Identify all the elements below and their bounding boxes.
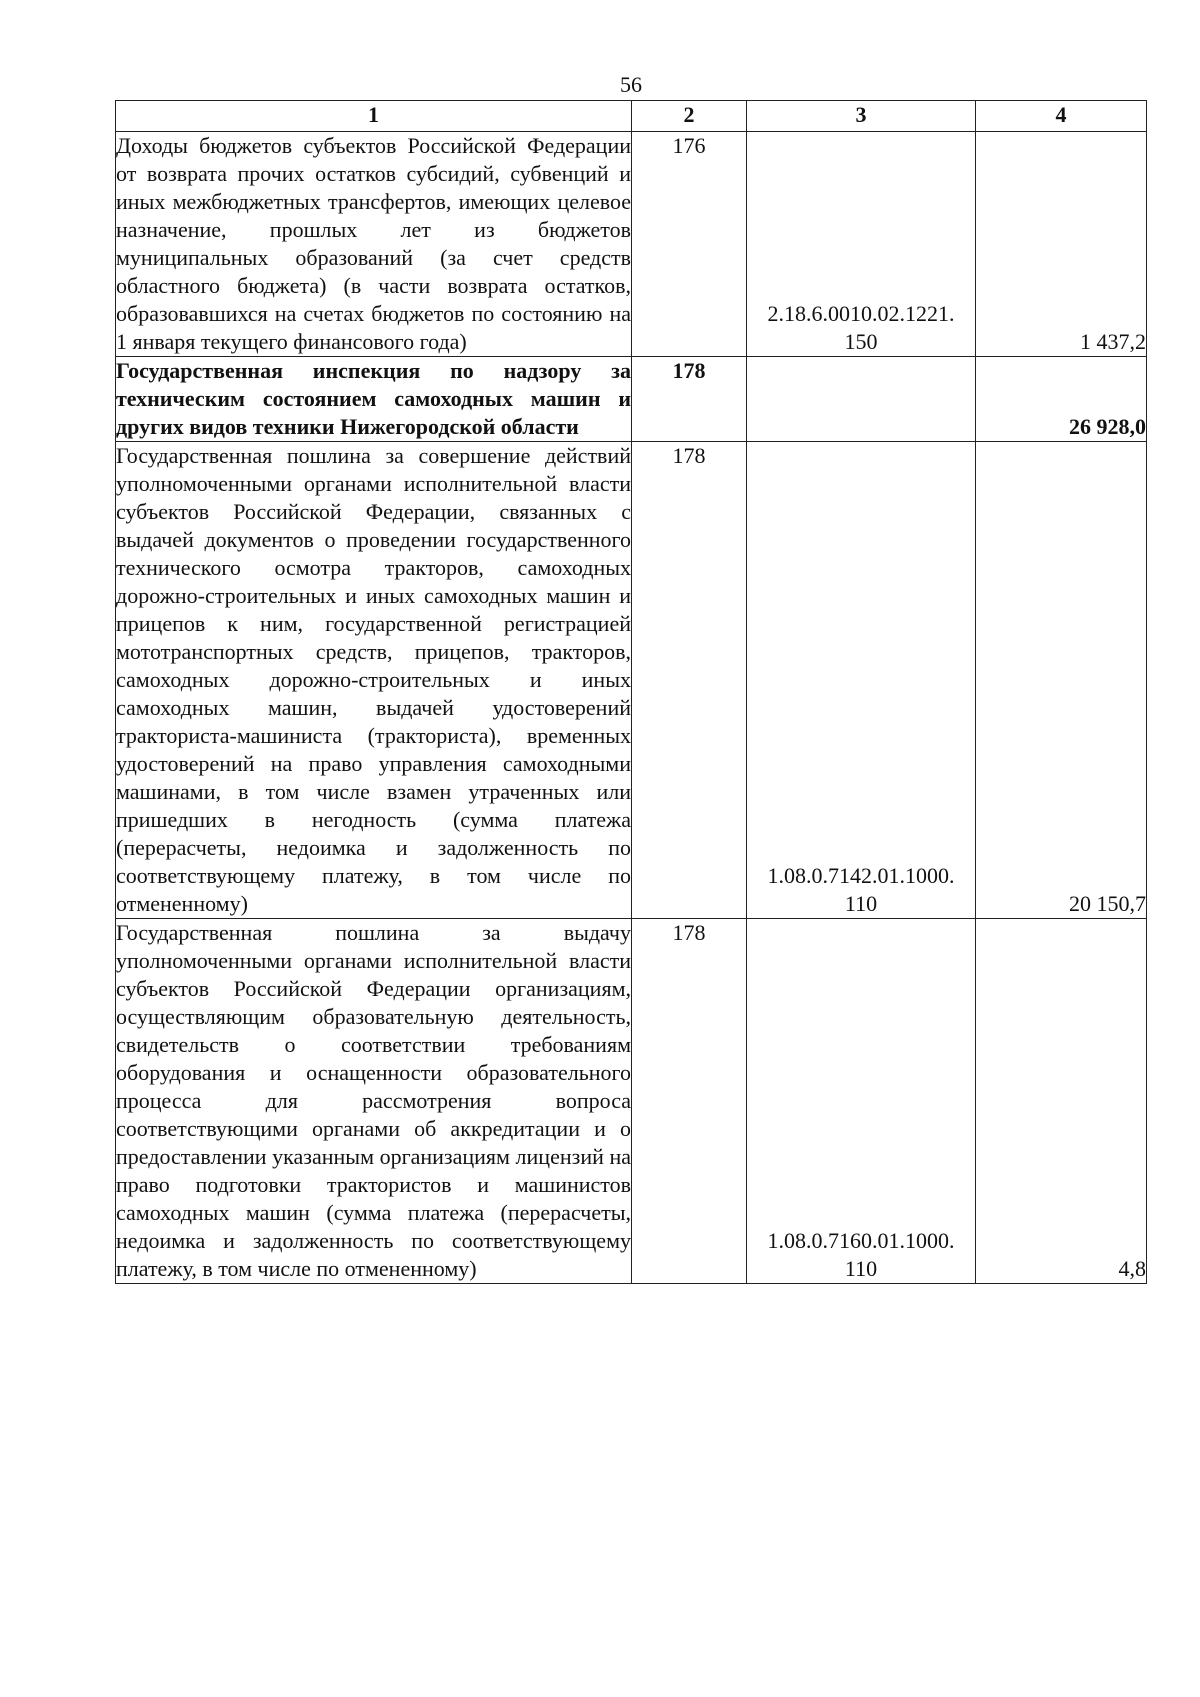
row-kbk-code — [747, 919, 976, 1284]
table-row — [116, 919, 1147, 1284]
column-header-2: 2 — [632, 101, 747, 132]
kbk-code-text: 2.18.6.0010.02.1221. 150 — [767, 301, 955, 354]
table-row — [116, 357, 1147, 442]
page-number: 56 — [620, 72, 642, 97]
row-amount: 20 150,7 — [976, 442, 1147, 919]
row-kbk-code — [747, 357, 976, 442]
budget-table — [115, 100, 1147, 1284]
kbk-code-text: 1.08.0.7142.01.1000. 110 — [767, 863, 955, 916]
table-row — [116, 442, 1147, 919]
row-org-code: 178 — [632, 919, 747, 1284]
row-description: Государственная пошлина за выдачу уполномоченными органами исполнительной власти субъектов Российской Федерации организациям, осуществляющим образовательную деятельность, свидетельств о соответствии требованиям оборудования и оснащенности образовательного процесса для рассмотрения вопроса соответствующими органами об аккредитации и о предоставлении указанным организациям лицензий на право подготовки трактористов и машинистов самоходных машин (сумма платежа (перерасчеты, недоимка и задолженность по соответствующему платежу, в том числе по отмененному) — [116, 919, 632, 1284]
column-header-4: 4 — [976, 101, 1147, 132]
row-kbk-code — [747, 132, 976, 357]
row-amount: 1 437,2 — [976, 132, 1147, 357]
row-amount: 26 928,0 — [976, 357, 1147, 442]
table-row — [116, 132, 1147, 357]
table-header-row — [116, 101, 1147, 132]
row-description: Государственная пошлина за совершение действий уполномоченными органами исполнительной власти субъектов Российской Федерации, связанных с выдачей документов о проведении государственного технического осмотра тракторов, самоходных дорожно-строительных и иных самоходных машин и прицепов к ним, государственной регистрацией мототранспортных средств, прицепов, тракторов, самоходных дорожно-строительных и иных самоходных машин, выдачей удостоверений тракториста-машиниста (тракториста), временных удостоверений на право управления самоходными машинами, в том числе взамен утраченных или пришедших в негодность (сумма платежа (перерасчеты, недоимка и задолженность по соответствующему платежу, в том числе по отмененному) — [116, 442, 632, 919]
row-amount: 4,8 — [976, 919, 1147, 1284]
row-org-code: 178 — [632, 442, 747, 919]
kbk-code-text: 1.08.0.7160.01.1000. 110 — [767, 1228, 955, 1281]
row-org-code: 176 — [632, 132, 747, 357]
row-description: Государственная инспекция по надзору за техническим состоянием самоходных машин и других видов техники Нижегородской области — [116, 357, 632, 442]
row-kbk-code — [747, 442, 976, 919]
row-org-code: 178 — [632, 357, 747, 442]
column-header-3: 3 — [747, 101, 976, 132]
column-header-1: 1 — [116, 101, 632, 132]
table-body — [116, 132, 1147, 1284]
row-description: Доходы бюджетов субъектов Российской Федерации от возврата прочих остатков субсидий, субвенций и иных межбюджетных трансфертов, имеющих целевое назначение, прошлых лет из бюджетов муниципальных образований (за счет средств областного бюджета) (в части возврата остатков, образовавшихся на счетах бюджетов по состоянию на 1 января текущего финансового года) — [116, 132, 632, 357]
